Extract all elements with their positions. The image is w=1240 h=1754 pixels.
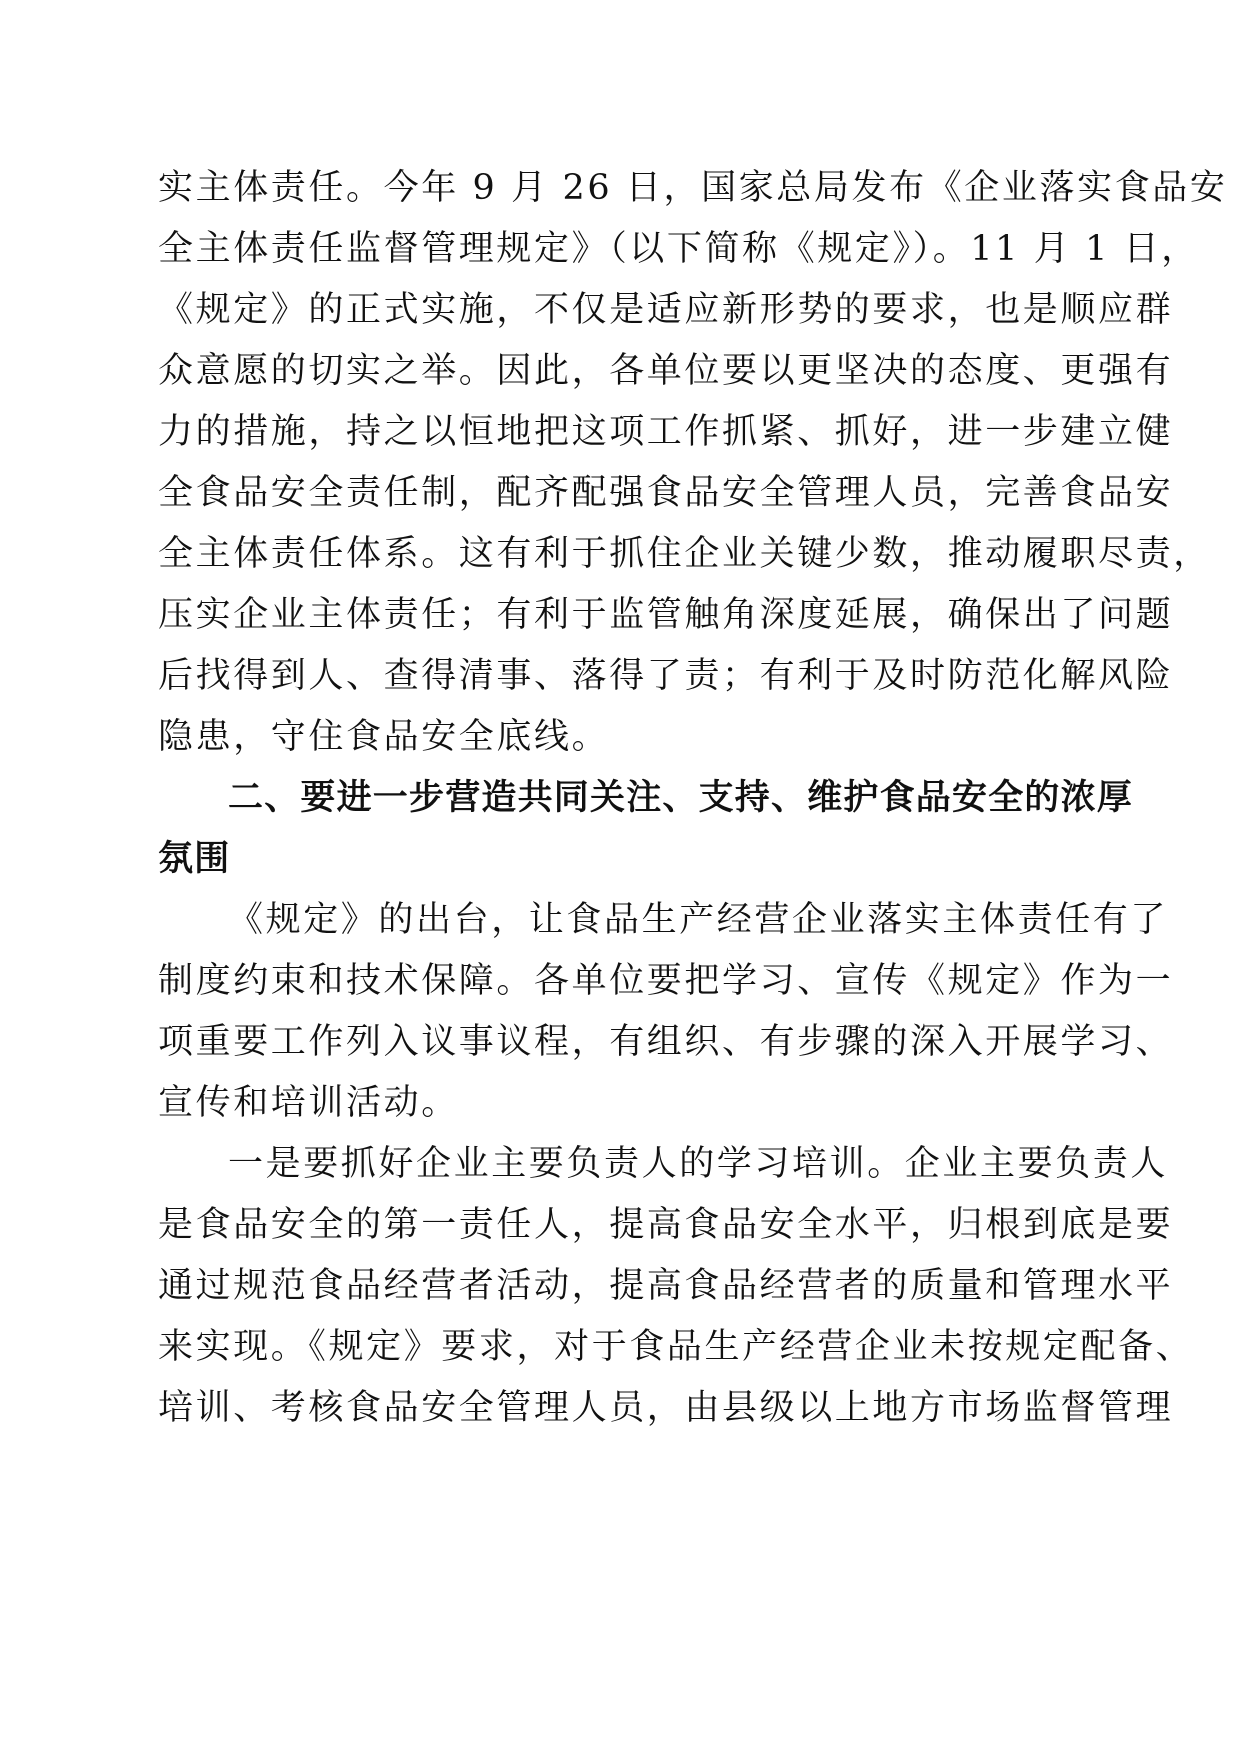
text-line: 《规定》的出台，让食品生产经营企业落实主体责任有了 bbox=[228, 900, 1169, 940]
text-line: 《规定》的正式实施，不仅是适应新形势的要求，也是顺应群 bbox=[158, 290, 1174, 330]
text-line: 实主体责任。今年 9 月 26 日，国家总局发布《企业落实食品安 bbox=[158, 168, 1228, 208]
text-line: 隐患，守住食品安全底线。 bbox=[158, 717, 610, 757]
text-line: 全主体责任监督管理规定》（以下简称《规定》）。11 月 1 日， bbox=[158, 229, 1199, 269]
heading-line: 二、要进一步营造共同关注、支持、维护食品安全的浓厚 bbox=[228, 778, 1134, 818]
text-line: 项重要工作列入议事议程，有组织、有步骤的深入开展学习、 bbox=[158, 1022, 1174, 1062]
text-line: 力的措施，持之以恒地把这项工作抓紧、抓好，进一步建立健 bbox=[158, 412, 1174, 452]
text-line: 众意愿的切实之举。因此，各单位要以更坚决的态度、更强有 bbox=[158, 351, 1174, 391]
text-line: 一是要抓好企业主要负责人的学习培训。企业主要负责人 bbox=[228, 1144, 1169, 1184]
heading-line: 氛围 bbox=[158, 839, 231, 879]
text-line: 培训、考核食品安全管理人员，由县级以上地方市场监督管理 bbox=[158, 1388, 1174, 1428]
text-line: 后找得到人、查得清事、落得了责；有利于及时防范化解风险 bbox=[158, 656, 1174, 696]
text-line: 是食品安全的第一责任人，提高食品安全水平，归根到底是要 bbox=[158, 1205, 1174, 1245]
text-line: 通过规范食品经营者活动，提高食品经营者的质量和管理水平 bbox=[158, 1266, 1174, 1306]
text-line: 全主体责任体系。这有利于抓住企业关键少数，推动履职尽责， bbox=[158, 534, 1211, 574]
text-line: 来实现。《规定》要求，对于食品生产经营企业未按规定配备、 bbox=[158, 1327, 1194, 1367]
text-line: 压实企业主体责任；有利于监管触角深度延展，确保出了问题 bbox=[158, 595, 1174, 635]
text-line: 宣传和培训活动。 bbox=[158, 1083, 459, 1123]
text-line: 制度约束和技术保障。各单位要把学习、宣传《规定》作为一 bbox=[158, 961, 1174, 1001]
text-line: 全食品安全责任制，配齐配强食品安全管理人员，完善食品安 bbox=[158, 473, 1174, 513]
